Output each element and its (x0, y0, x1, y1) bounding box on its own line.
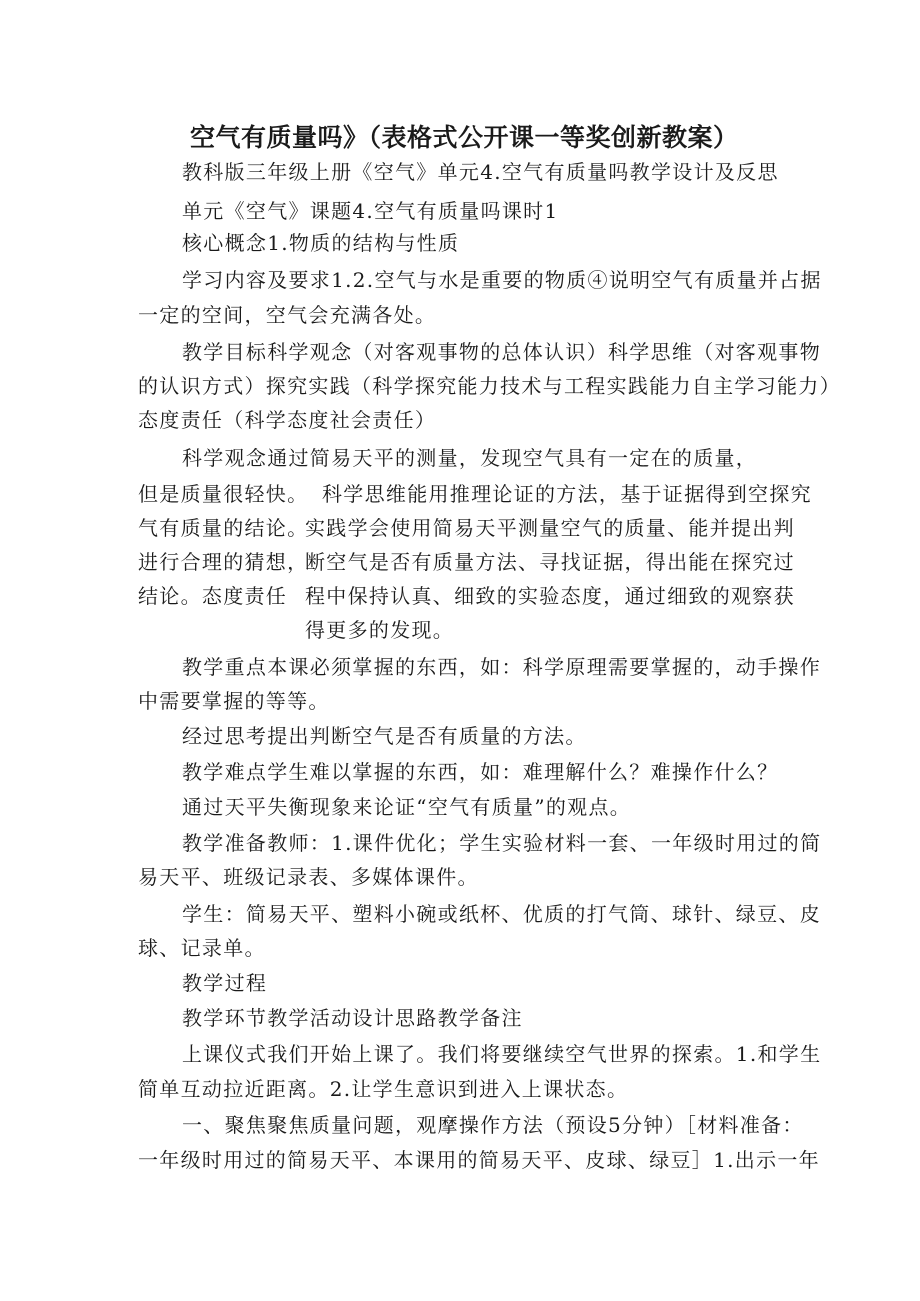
paragraph-line: 单元《空气》课题4.空气有质量吗课时1 (182, 199, 559, 223)
paragraph-line: 上课仪式我们开始上课了。我们将要继续空气世界的探索。1.和学生 (182, 1042, 822, 1066)
column-right-line: 得更多的发现。 (305, 618, 455, 642)
paragraph-line: 态度责任（科学态度社会责任） (138, 408, 437, 432)
paragraph-line: 一、聚焦聚焦质量问题，观摩操作方法（预设5分钟）［材料准备： (182, 1113, 804, 1137)
document-title: 空气有质量吗》（表格式公开课一等奖创新教案） (190, 123, 739, 152)
paragraph-line: 教学目标科学观念（对客观事物的总体认识）科学思维（对客观事物 (182, 340, 821, 364)
paragraph-line: 一定的空间，空气会充满各处。 (138, 303, 437, 327)
paragraph-line: 科学观念通过简易天平的测量，发现空气具有一定在的质量， (182, 446, 758, 470)
paragraph-line: 学生：简易天平、塑料小碗或纸杯、优质的打气筒、球针、绿豆、皮 (182, 902, 821, 926)
column-left-line: 进行合理的猜想， (138, 550, 309, 574)
paragraph-line: 通过天平失衡现象来论证“空气有质量”的观点。 (182, 795, 632, 819)
paragraph-line: 学习内容及要求1.2.空气与水是重要的物质④说明空气有质量并占据 (182, 268, 822, 292)
paragraph-line: 教学环节教学活动设计思路教学备注 (182, 1006, 523, 1030)
column-right-line: 实践学会使用简易天平测量空气的质量、能并提出判 (305, 516, 795, 540)
paragraph-line: 球、记录单。 (138, 936, 266, 960)
paragraph-line: 易天平、班级记录表、多媒体课件。 (138, 865, 479, 889)
paragraph-line: 教学准备教师：1.课件优化；学生实验材料一套、一年级时用过的简 (182, 831, 822, 855)
paragraph-line: 核心概念1.物质的结构与性质 (182, 231, 460, 255)
paragraph-line: 经过思考提出判断空气是否有质量的方法。 (182, 724, 587, 748)
paragraph-line: 教学难点学生难以掌握的东西，如：难理解什么？难操作什么？ (182, 760, 779, 784)
paragraph-line: 的认识方式）探究实践（科学探究能力技术与工程实践能力自主学习能力） (138, 374, 841, 398)
column-right-line: 科学思维能用推理论证的方法，基于证据得到空探究 (322, 482, 812, 506)
column-right-line: 断空气是否有质量方法、寻找证据，得出能在探究过 (305, 550, 795, 574)
column-left-line: 气有质量的结论。 (138, 516, 309, 540)
paragraph-line: 中需要掌握的等等。 (138, 689, 330, 713)
column-left-line: 但是质量很轻快。 (138, 482, 309, 506)
paragraph-line: 简单互动拉近距离。2.让学生意识到进入上课状态。 (138, 1077, 629, 1101)
paragraph-line: 教科版三年级上册《空气》单元4.空气有质量吗教学设计及反思 (182, 160, 779, 184)
paragraph-line: 一年级时用过的简易天平、本课用的简易天平、皮球、绿豆］1.出示一年 (138, 1148, 820, 1172)
column-right-line: 程中保持认真、细致的实验态度，通过细致的观察获 (305, 584, 795, 608)
paragraph-line: 教学重点本课必须掌握的东西，如：科学原理需要掌握的，动手操作 (182, 655, 821, 679)
paragraph-line: 教学过程 (182, 971, 268, 995)
column-left-line: 结论。态度责任 (138, 584, 288, 608)
